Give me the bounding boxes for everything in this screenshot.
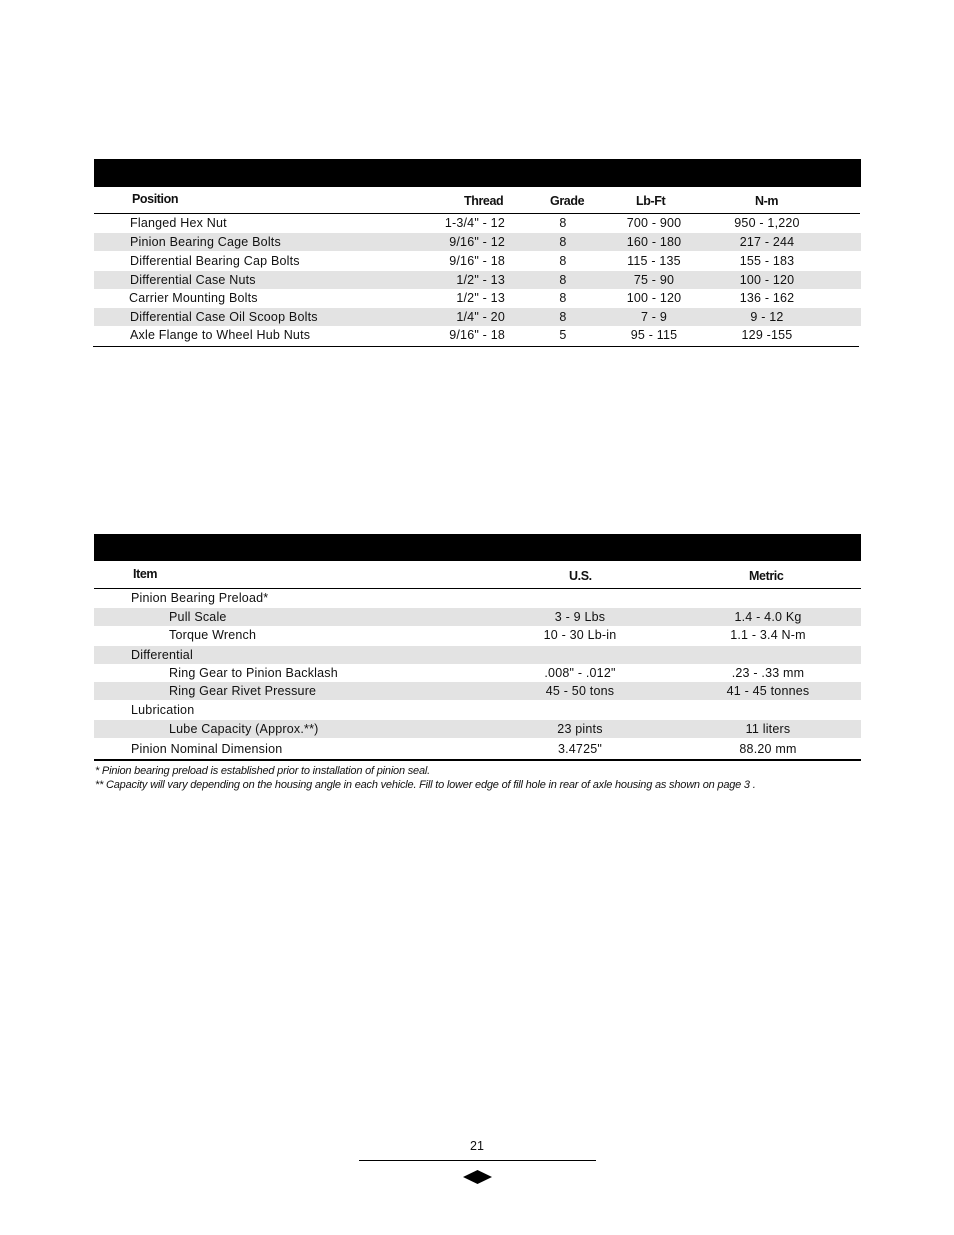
position-cell: Differential Case Oil Scoop Bolts — [130, 310, 318, 324]
item-cell: Pinion Nominal Dimension — [131, 742, 283, 756]
position-cell: Differential Bearing Cap Bolts — [130, 254, 300, 268]
table-row — [94, 271, 861, 289]
col-header-lbft: Lb-Ft — [636, 194, 666, 208]
table-row — [94, 589, 861, 607]
position-cell: Pinion Bearing Cage Bolts — [130, 235, 281, 249]
table-row — [94, 646, 861, 664]
thread-cell: 9/16" - 18 — [449, 254, 505, 268]
grade-cell: 8 — [559, 235, 567, 249]
col-header-thread: Thread — [464, 194, 504, 208]
nm-cell: 129 -155 — [741, 328, 793, 342]
us-cell: 45 - 50 tons — [545, 684, 615, 698]
table-row — [94, 214, 861, 232]
metric-cell — [698, 646, 838, 664]
lbft-cell: 75 - 90 — [633, 273, 675, 287]
item-cell: Ring Gear Rivet Pressure — [169, 684, 317, 698]
table-row — [94, 326, 861, 344]
metric-cell — [698, 589, 838, 607]
position-cell: Flanged Hex Nut — [130, 216, 227, 230]
position-cell: Carrier Mounting Bolts — [129, 291, 258, 305]
col-header-us: U.S. — [569, 569, 592, 583]
metric-cell: 88.20 mm — [739, 742, 797, 756]
table-row — [94, 308, 861, 326]
us-cell — [520, 646, 640, 664]
table-row — [94, 289, 861, 307]
lbft-cell: 115 - 135 — [627, 254, 681, 268]
torque-table-title-bar — [94, 159, 861, 187]
item-cell: Torque Wrench — [169, 628, 257, 642]
footnote-capacity: ** Capacity will vary depending on the housing angle in each vehicle. Fill to lower edge of fill hole in rear of axle housing as shown on page 3 . — [95, 779, 756, 791]
nm-cell: 9 - 12 — [750, 310, 784, 324]
table-row — [94, 608, 861, 626]
table-row — [94, 664, 861, 682]
table-row — [94, 720, 861, 738]
item-cell: Pinion Bearing Preload* — [131, 591, 269, 605]
position-cell: Differential Case Nuts — [130, 273, 256, 287]
nm-cell: 155 - 183 — [739, 254, 795, 268]
metric-cell: 11 liters — [745, 722, 791, 736]
table-bottom-rule — [94, 759, 861, 761]
item-cell: Ring Gear to Pinion Backlash — [169, 666, 338, 680]
lbft-cell: 95 - 115 — [630, 328, 678, 342]
us-cell: .008" - .012" — [544, 666, 616, 680]
grade-cell: 8 — [559, 254, 567, 268]
footnote-preload: * Pinion bearing preload is established prior to installation of pinion seal. — [95, 765, 430, 777]
col-header-grade: Grade — [550, 194, 585, 208]
table-bottom-rule — [93, 346, 859, 347]
us-cell: 3.4725" — [557, 742, 603, 756]
thread-cell: 9/16" - 18 — [449, 328, 505, 342]
grade-cell: 8 — [559, 216, 567, 230]
metric-cell — [698, 701, 838, 719]
grade-cell: 8 — [559, 310, 567, 324]
metric-cell: 41 - 45 tonnes — [726, 684, 810, 698]
diamond-icon — [463, 1170, 492, 1184]
table-row — [94, 682, 861, 700]
table-row — [94, 740, 861, 758]
nm-cell: 100 - 120 — [739, 273, 795, 287]
metric-cell: .23 - .33 mm — [731, 666, 805, 680]
table-row — [94, 626, 861, 644]
item-cell: Lubrication — [131, 703, 195, 717]
lbft-cell: 160 - 180 — [626, 235, 682, 249]
thread-cell: 9/16" - 12 — [449, 235, 505, 249]
us-cell: 3 - 9 Lbs — [554, 610, 606, 624]
nm-cell: 217 - 244 — [739, 235, 795, 249]
page-number: 21 — [470, 1139, 484, 1153]
metric-cell: 1.1 - 3.4 N-m — [730, 628, 806, 642]
nm-cell: 950 - 1,220 — [734, 216, 800, 230]
thread-cell: 1/2" - 13 — [456, 273, 505, 287]
grade-cell: 5 — [559, 328, 567, 342]
position-cell: Axle Flange to Wheel Hub Nuts — [130, 328, 311, 342]
table-row — [94, 233, 861, 251]
col-header-item: Item — [133, 567, 158, 581]
grade-cell: 8 — [559, 273, 567, 287]
item-cell: Differential — [131, 648, 193, 662]
us-cell: 10 - 30 Lb-in — [543, 628, 617, 642]
nm-cell: 136 - 162 — [739, 291, 795, 305]
col-header-position: Position — [132, 192, 179, 206]
footer-rule — [359, 1160, 596, 1161]
grade-cell: 8 — [559, 291, 567, 305]
us-cell — [520, 589, 640, 607]
lbft-cell: 7 - 9 — [640, 310, 667, 324]
table-row — [94, 252, 861, 270]
col-header-nm: N-m — [755, 194, 779, 208]
us-cell — [520, 701, 640, 719]
lbft-cell: 700 - 900 — [626, 216, 682, 230]
col-header-metric: Metric — [749, 569, 784, 583]
thread-cell: 1/4" - 20 — [456, 310, 505, 324]
item-cell: Lube Capacity (Approx.**) — [169, 722, 319, 736]
thread-cell: 1/2" - 13 — [456, 291, 505, 305]
us-cell: 23 pints — [557, 722, 603, 736]
spec-table-title-bar — [94, 534, 861, 561]
metric-cell: 1.4 - 4.0 Kg — [734, 610, 802, 624]
thread-cell: 1-3/4" - 12 — [444, 216, 505, 230]
table-row — [94, 701, 861, 719]
lbft-cell: 100 - 120 — [626, 291, 682, 305]
item-cell: Pull Scale — [169, 610, 227, 624]
